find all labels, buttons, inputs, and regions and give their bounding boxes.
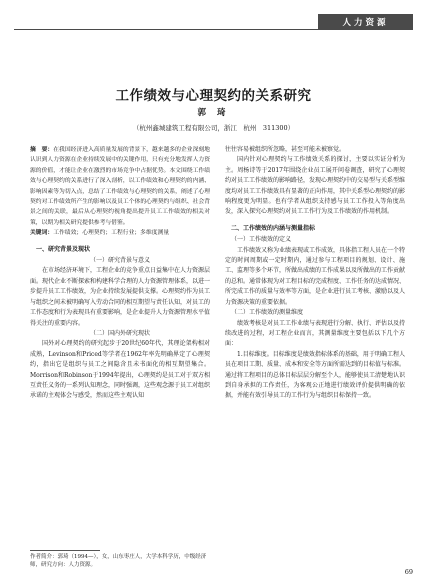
header-rule bbox=[14, 29, 413, 30]
article-author: 郭 琦 bbox=[197, 108, 230, 118]
article-affiliation: （杭州鑫城建筑工程有限公司，浙江 杭州 311300） bbox=[132, 124, 295, 132]
subsection-heading: （一）工作绩效的定义 bbox=[231, 236, 292, 244]
subsection-heading: （二）工作绩效的测量维度 bbox=[231, 309, 304, 317]
left-column bbox=[30, 145, 210, 402]
subsection-heading: （二）国内外研究现状 bbox=[89, 329, 150, 337]
abstract bbox=[30, 145, 210, 228]
body-paragraph: 往往容易被组织所忽略，甚至可能未被察觉。 bbox=[225, 146, 346, 153]
body-paragraph: 绩效考核是对员工工作业绩与表现进行分解、执行、评估以及持续改进的过程，对工程企业而言，其测量维度主要包括以下几个方面： bbox=[225, 319, 406, 348]
keywords bbox=[30, 228, 210, 238]
section-heading: 一、研究背景及现状 bbox=[36, 245, 91, 253]
body-paragraph: 国内针对心理契约与工作绩效关系的探讨，主要以实证分析为主。周杨诗等于2017年围绕企业员工展开问卷调查，研究了心理契约对员工工作绩效的影响路径，发现心理契约中的交易型与关系型维度均对员工工作绩效具有显著的正向作用，其中关系型心理契约的影响程度更为明显。也有学者从组织支持感与员工工作投入等角度出发，深入探究心理契约对员工工作行为及工作绩效的作用机制。 bbox=[225, 156, 406, 216]
footnote-rule bbox=[30, 550, 100, 551]
keywords-text: 工作绩效；心理契约；工程行业；多维度测量 bbox=[53, 230, 170, 237]
abstract-label: 摘 要： bbox=[30, 147, 54, 153]
section-label: 人力资源 bbox=[342, 17, 389, 28]
keywords-label: 关键词： bbox=[30, 230, 54, 237]
body-paragraph: 1.目标维度。目标维度是绩效指标体系的基础，用于明确工程人员在项目工期、质量、成本和安全等方面所需达到的目标值与标准。通过将工程项目的总体目标层层分解至个人，能够使员工清楚地认识到自身承担的工作责任，为客观公正地进行绩效评价提供明确的依据，并能有效引导员工的工作行为与组织目标保持一致。 bbox=[225, 350, 406, 400]
section-header-band bbox=[318, 14, 413, 29]
body-paragraph: 国外对心理契约的研究起步于20世纪60年代，其理论架构相对成熟，Levinson和Priced等学者在1962年率先明确界定了心理契约，指出它是组织与员工之间隐含且未书面化的相互期望集合。Morrison和Robinson于1994年提出，心理契约是员工对于双方相互责任义务的一系列认知理念，同时强调，这些观念源于员工对组织承诺的主观体会与感受，然而这些主观认知 bbox=[30, 340, 211, 400]
subsection-heading: （一）研究背景与意义 bbox=[89, 257, 150, 265]
body-paragraph: 工作绩效又称为业绩表现或工作成效，具体指工程人员在一个特定的时间周期或一定时期内，通过参与工程项目的规划、设计、施工、监理等多个环节，所做出成绩的工作成果以及所做出的工作贡献的总和。通常体现为对工程目标的完成程度、工作任务的达成情况、所完成工作的质量与效率等方面，是企业进行员工考核、激励以及人力资源决策的重要依据。 bbox=[225, 246, 406, 306]
article-title: 工作绩效与心理契约的关系研究 bbox=[115, 88, 312, 104]
page-number: 69 bbox=[404, 568, 413, 576]
author-footnote: 作者简介：郭琦（1994—），女，山东枣庄人，大学本科学历，中级经济师，研究方向：人力资源。 bbox=[30, 554, 207, 568]
body-paragraph: 在市场经济环境下，工程企业的竞争重点日益集中在人力资源层面。现代企业不断探索和构建科学合理的人力资源管理体系，以进一步提升员工工作绩效，为企业持续发展提供支撑。心理契约作为员工与组织之间未被明确写入劳动合同的相互期望与责任认知，对员工的工作态度和行为表现具有重要影响，是企业提升人力资源管理水平值得关注的重要内容。 bbox=[30, 267, 211, 327]
section-heading: 二、工作绩效的内涵与测量指标 bbox=[231, 224, 316, 232]
abstract-text: 在我国经济进入高质量发展的背景下，越来越多的企业深刻地认识到人力资源在企业持续发展中的关键作用，只有充分地发挥人力资源的价值，才能让企业在激烈的市场竞争中占据优势。本文围绕工作绩效与心理契约的关系进行了深入剖析，以工作绩效和心理契约的内涵、影响因素等为切入点，总结了工作绩效与心理契约的关系，阐述了心理契约对工作绩效所产生的影响以及员工个体的心理契约与组织、社会背景之间的关联，最后从心理契约视角提出提升员工工作绩效的相关对策，以期为相关研究提供参考与借鉴。 bbox=[30, 147, 210, 226]
right-column bbox=[225, 145, 405, 402]
